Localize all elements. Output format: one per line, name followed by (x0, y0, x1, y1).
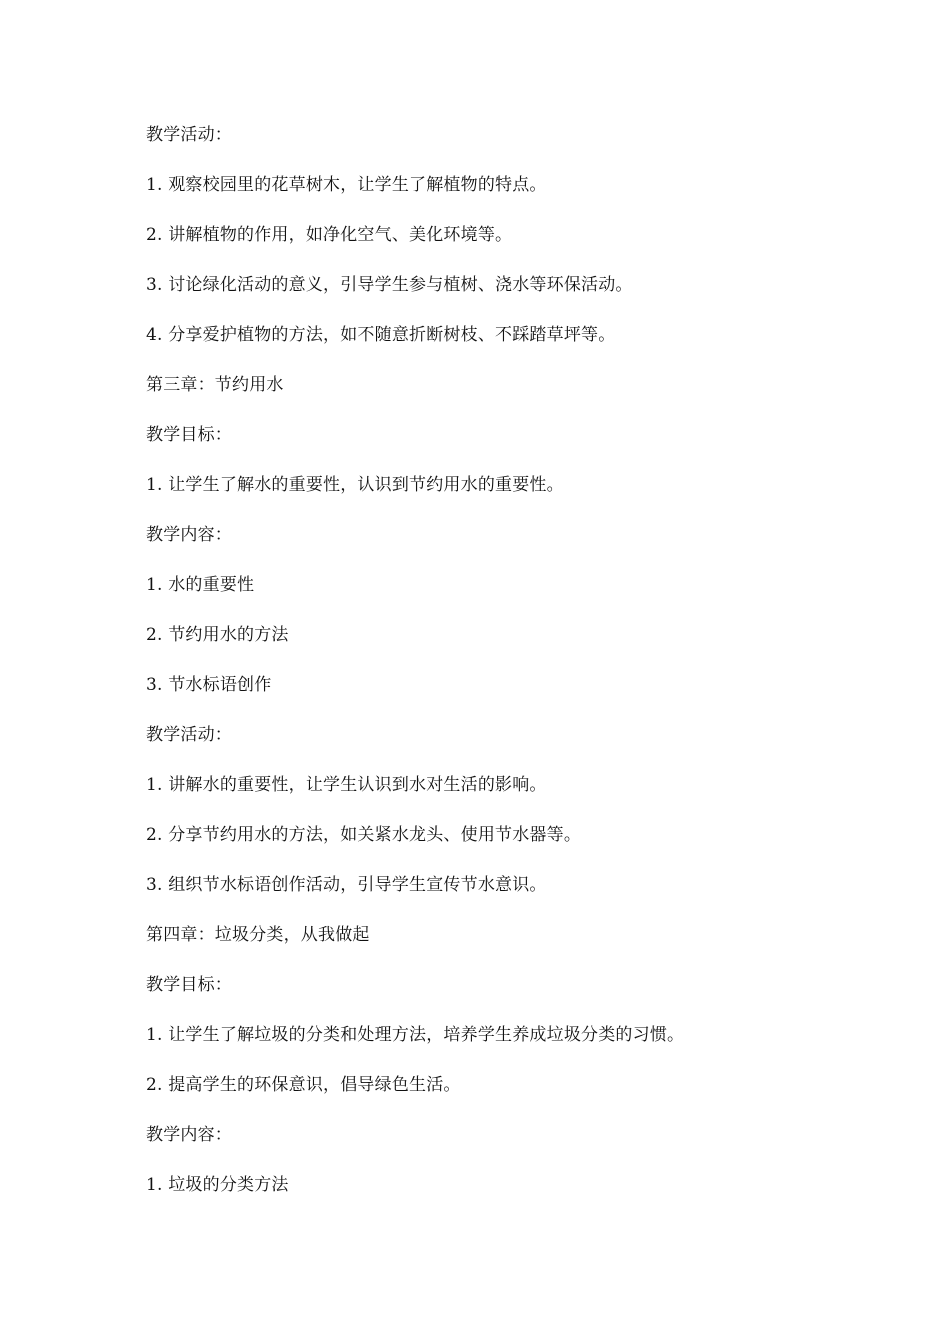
list-item: 3. 讨论绿化活动的意义，引导学生参与植树、浇水等环保活动。 (146, 275, 633, 295)
list-item: 1. 垃圾的分类方法 (146, 1175, 289, 1195)
list-item: 1. 水的重要性 (146, 575, 255, 595)
section-heading-activities: 教学活动： (146, 725, 232, 745)
list-item: 1. 让学生了解水的重要性，认识到节约用水的重要性。 (146, 475, 564, 495)
section-heading-goals: 教学目标： (146, 975, 232, 995)
list-item: 1. 观察校园里的花草树木，让学生了解植物的特点。 (146, 175, 547, 195)
chapter-title: 第四章：垃圾分类，从我做起 (146, 925, 370, 945)
list-item: 3. 节水标语创作 (146, 675, 272, 695)
list-item: 2. 节约用水的方法 (146, 625, 289, 645)
section-heading-activities: 教学活动： (146, 125, 232, 145)
list-item: 1. 让学生了解垃圾的分类和处理方法，培养学生养成垃圾分类的习惯。 (146, 1025, 685, 1045)
list-item: 4. 分享爱护植物的方法，如不随意折断树枝、不踩踏草坪等。 (146, 325, 616, 345)
chapter-title: 第三章：节约用水 (146, 375, 284, 395)
section-heading-goals: 教学目标： (146, 425, 232, 445)
list-item: 2. 提高学生的环保意识，倡导绿色生活。 (146, 1075, 461, 1095)
document-body (146, 121, 866, 1221)
section-heading-content: 教学内容： (146, 525, 232, 545)
list-item: 2. 分享节约用水的方法，如关紧水龙头、使用节水器等。 (146, 825, 582, 845)
list-item: 1. 讲解水的重要性，让学生认识到水对生活的影响。 (146, 775, 547, 795)
section-heading-content: 教学内容： (146, 1125, 232, 1145)
list-item: 3. 组织节水标语创作活动，引导学生宣传节水意识。 (146, 875, 547, 895)
list-item: 2. 讲解植物的作用，如净化空气、美化环境等。 (146, 225, 513, 245)
